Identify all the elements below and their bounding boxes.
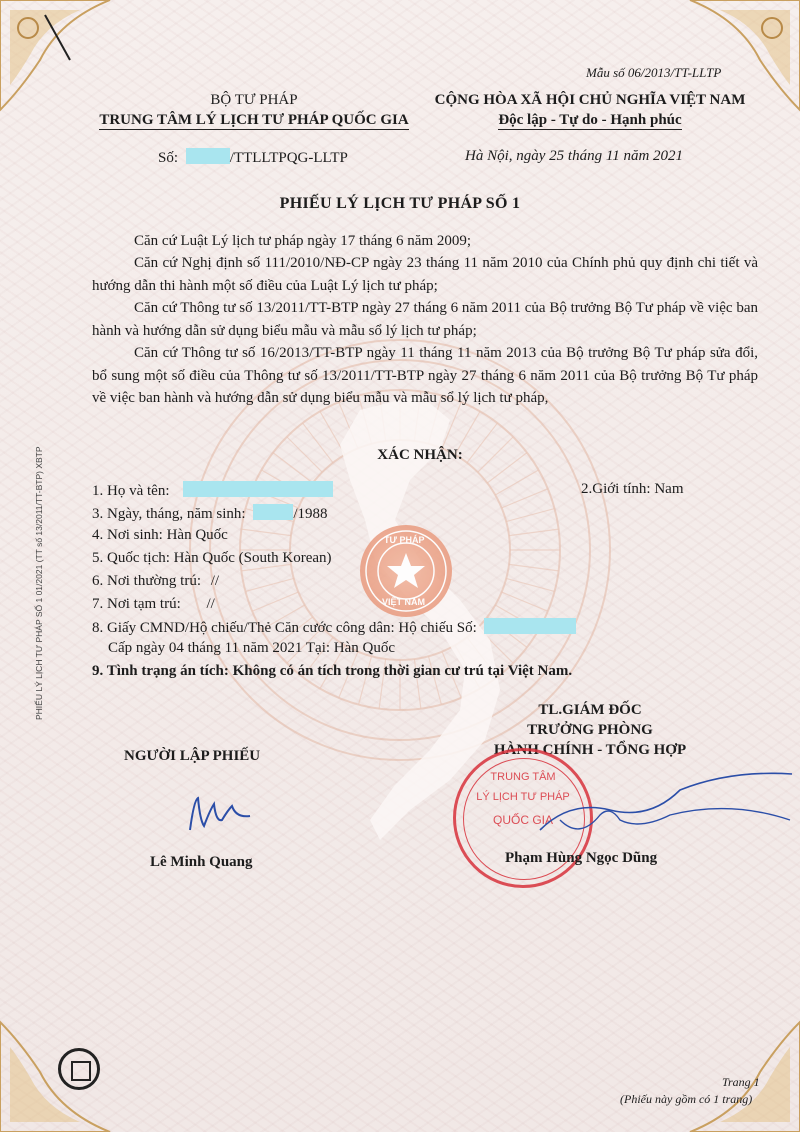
preamble-2: Căn cứ Nghị định số 111/2010/NĐ-CP ngày 23 tháng 11 năm 2010 của Chính phủ quy định chi tiết và hướng dẫn thi hành một số điều của Luật Lý lịch tư pháp; [92, 255, 758, 294]
record-value: Không có án tích trong thời gian cư trú tại Việt Nam. [232, 663, 573, 679]
stamp-line-3: QUỐC GIA [492, 813, 553, 827]
document-number [158, 148, 348, 167]
page-number: Trang 1 [722, 1075, 760, 1089]
id-label: 8. Giấy CMND/Hộ chiếu/Thẻ Căn cước công dân: Hộ chiếu Số: [92, 620, 477, 636]
confirm-heading: XÁC NHẬN: [377, 447, 463, 463]
justice-emblem [360, 525, 452, 617]
field-gender: 2.Giới tính: Nam [581, 481, 684, 497]
preamble-4: Căn cứ Thông tư số 16/2013/TT-BTP ngày 11 tháng 11 năm 2013 của Bộ trưởng Bộ Tư pháp sửa đổi, bổ sung một số điều của Thông tư số 13/2011/TT-BTP ngày 27 tháng 6 năm 2011 của Bộ trưởng Bộ Tư pháp về việc ban hành và hướng dẫn sử dụng biểu mẫu và mẫu sổ lý lịch tư pháp, [92, 345, 758, 407]
form-code: Mẫu số 06/2013/TT-LLTP [586, 65, 722, 80]
dob-year: /1988 [293, 506, 328, 522]
redacted-name [183, 481, 333, 497]
republic-name: CỘNG HÒA XÃ HỘI CHỦ NGHĨA VIỆT NAM [434, 92, 746, 108]
preparer-name: Lê Minh Quang [150, 854, 253, 870]
dob-label: 3. Ngày, tháng, năm sinh: [92, 506, 246, 522]
side-form-text: PHIẾU LÝ LỊCH TƯ PHÁP SỐ 1 01/2021 (TT số 13/2011/TT-BTP) XBTP [34, 446, 44, 720]
field-criminal-record [92, 663, 572, 680]
director-line-1: TL.GIÁM ĐỐC [538, 702, 642, 718]
residence-label: 6. Nơi thường trú: [92, 573, 201, 589]
footer-seal-icon [58, 1048, 100, 1090]
field-id [92, 618, 576, 637]
stamp-line-1: TRUNG TÂM [490, 771, 556, 783]
emblem-bottom-text: VIỆT NAM [382, 597, 426, 607]
stamp-line-2: LÝ LỊCH TƯ PHÁP [476, 791, 570, 803]
national-motto: Độc lập - Tự do - Hạnh phúc [498, 112, 682, 128]
director-line-2: TRƯỞNG PHÒNG [527, 722, 653, 738]
right-header [420, 90, 760, 130]
number-label: Số: [158, 150, 179, 166]
corner-ornament-bottom-right [680, 1002, 800, 1132]
director-signature [530, 760, 800, 860]
field-nationality: 5. Quốc tịch: Hàn Quốc (South Korean) [92, 550, 332, 566]
preparer-signature [180, 790, 270, 840]
center-name: TRUNG TÂM LÝ LỊCH TƯ PHÁP QUỐC GIA [99, 112, 409, 128]
field-residence [92, 573, 219, 590]
preparer-title: NGƯỜI LẬP PHIẾU [124, 748, 261, 764]
field-dob [92, 504, 328, 523]
page-note: (Phiếu này gồm có 1 trang) [620, 1092, 753, 1106]
ministry-name: BỘ TƯ PHÁP [210, 92, 298, 108]
temp-label: 7. Nơi tạm trú: [92, 596, 181, 612]
redacted-dob [253, 504, 293, 520]
field-issued: Cấp ngày 04 tháng 11 năm 2021 Tại: Hàn Quốc [108, 640, 396, 656]
record-label: 9. Tình trạng án tích: [92, 663, 229, 679]
emblem-top-text: TƯ PHÁP [384, 535, 425, 545]
name-label: 1. Họ và tên: [92, 483, 170, 499]
field-temp-residence [92, 596, 215, 613]
redacted-passport [484, 618, 576, 634]
preamble-3: Căn cứ Thông tư số 13/2011/TT-BTP ngày 27 tháng 6 năm 2011 của Bộ trưởng Bộ Tư pháp về việc ban hành và hướng dẫn sử dụng biểu mẫu và mẫu sổ lý lịch tư pháp; [92, 300, 758, 339]
director-line-3: HÀNH CHÍNH - TỔNG HỢP [493, 742, 687, 758]
left-header [84, 90, 424, 130]
redacted-number [186, 148, 230, 164]
director-name: Phạm Hùng Ngọc Dũng [505, 850, 658, 866]
residence-value: // [210, 573, 220, 589]
temp-value: // [206, 596, 215, 612]
document-title: PHIẾU LÝ LỊCH TƯ PHÁP SỐ 1 [279, 195, 521, 212]
field-birthplace: 4. Nơi sinh: Hàn Quốc [92, 527, 228, 543]
preamble-1: Căn cứ Luật Lý lịch tư pháp ngày 17 tháng 6 năm 2009; [134, 233, 472, 249]
field-name [92, 481, 333, 500]
place-and-date: Hà Nội, ngày 25 tháng 11 năm 2021 [465, 148, 684, 164]
number-suffix: /TTLLTPQG-LLTP [229, 150, 348, 166]
